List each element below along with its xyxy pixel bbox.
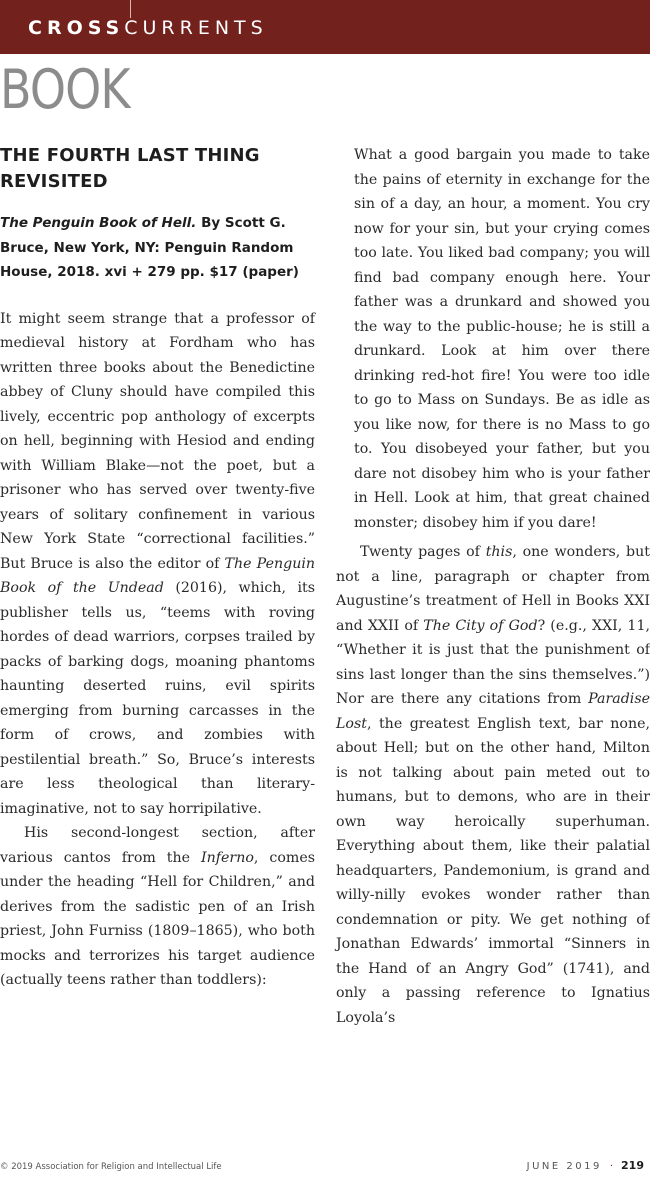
- copyright-notice: © 2019 Association for Religion and Intellectual Life: [0, 1162, 222, 1172]
- logo-cross: CROSS: [28, 17, 125, 39]
- title-inferno: Inferno: [201, 849, 254, 866]
- left-column: [0, 143, 315, 993]
- issue-date: JUNE 2019: [526, 1161, 602, 1172]
- furniss-quote: What a good bargain you made to take the pains of eternity in exchange for the sin of a day, an hour, a moment. You cry now for your sin, but your crying comes too late. You liked bad company; you will find bad company enough here. Your father was a drunkard and showed you the way to the public-house; he is still a drunkard. Look at him over there drinking red-hot fire! You were too idle to go to Mass on Sundays. Be as idle as you like now, for there is no Mass to go to. You disobeyed your father, but you dare not disobey him who is your father in Hell. Look at him, that great chained monster; disobey him if you dare!: [354, 147, 650, 531]
- emphasis-this: this: [485, 544, 513, 560]
- body-paragraph-1: It might seem strange that a professor of medieval history at Fordham who has written three books about the Benedictine abbey of Cluny should have compiled this lively, eccentric pop anthology of excerpts on hell, beginning with Hesiod and ending with William Blake—not the poet, but a prisoner who has served over twenty-five years of solitary confinement in various New York State “correctional facilities.” But Bruce is also the editor of The Penguin Book of the Undead (2016), which, its publisher tells us, “teems with roving hordes of dead warriors, corpses trailed by packs of barking dogs, moaning phantoms haunting deserted ruins, evil spirits emerging from burning carcasses in the form of crows, and zombies with pestilential breath.” So, Bruce’s interests are less theological than literary-imaginative, not to say horripilative.: [0, 310, 316, 817]
- body-paragraph-2: His second-longest section, after various cantos from the Inferno, comes under the heading “Hell for Children,” and derives from the sadistic pen of an Irish priest, John Furniss (1809–1865), who both mocks and terrorizes his target audience (actually teens rather than toddlers):: [0, 825, 316, 988]
- footer-separator: ·: [609, 1161, 614, 1172]
- right-column: [336, 143, 650, 1030]
- title-undead: The Penguin Book of the Undead: [0, 555, 316, 596]
- page-number: 219: [621, 1159, 644, 1172]
- book-details: By Scott G. Bruce, New York, NY: Penguin Random House, 2018. xvi + 279 pp. $17 (paper): [0, 215, 299, 280]
- title-paradise-lost: Paradise Lost: [336, 691, 650, 732]
- banner-divider: [130, 0, 131, 18]
- header-banner: [0, 0, 650, 54]
- book-title: The Penguin Book of Hell.: [0, 215, 197, 231]
- magazine-logo: [28, 17, 268, 39]
- logo-currents: CURRENTS: [124, 17, 268, 39]
- book-citation: [0, 211, 315, 285]
- section-label: BOOK: [0, 58, 130, 121]
- title-city-of-god: The City of God: [423, 617, 538, 634]
- body-paragraph-3: Twenty pages of this, one wonders, but not a line, paragraph or chapter from Augustine’s treatment of Hell in Books XXI and XXII of The City of God? (e.g., XXI, 11, “Whether it is just that the punishment of sins last longer than the sins themselves.”) Nor are there any citations from Paradise Lost, the greatest English text, bar none, about Hell; but on the other hand, Milton is not talking about pain meted out to humans, but to demons, who are in their own way heroically superhuman. Everything about them, like their palatial headquarters, Pandemonium, is grand and willy-nilly evokes wonder rather than condemnation or pity. We get nothing of Jonathan Edwards’ immortal “Sinners in the Hand of an Angry God” (1741), and only a passing reference to Ignatius Loyola’s: [336, 544, 650, 1026]
- review-headline: THE FOURTH LAST THING REVISITED: [0, 145, 260, 192]
- page-footer: [527, 1159, 644, 1172]
